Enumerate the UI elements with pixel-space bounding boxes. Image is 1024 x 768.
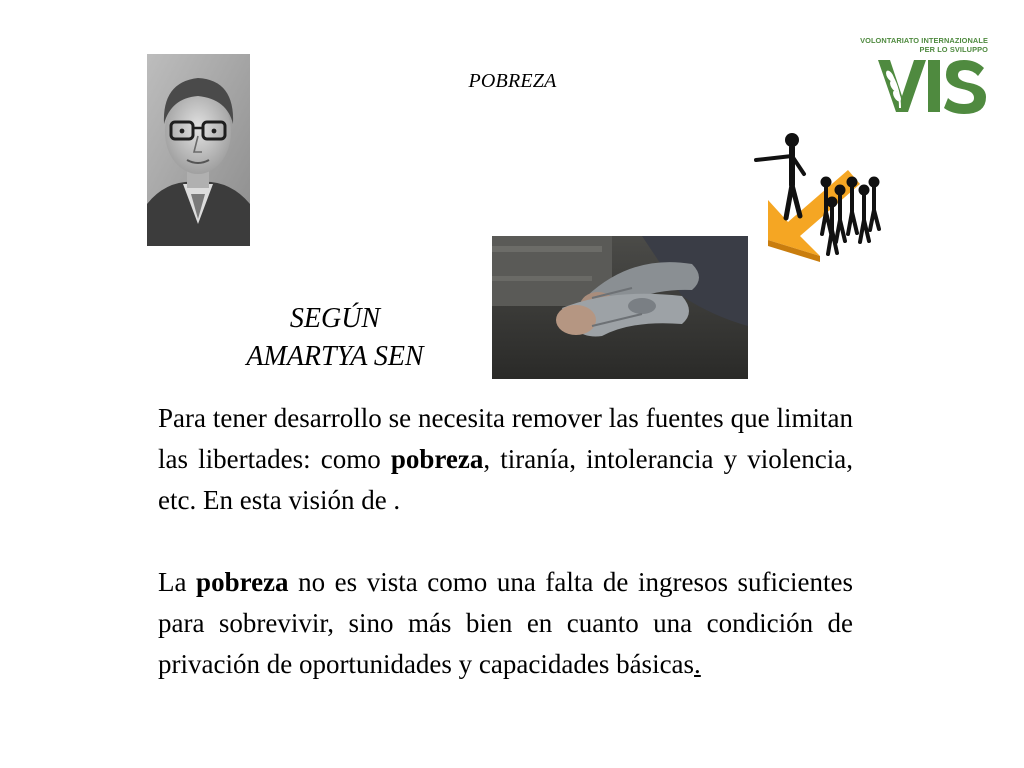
feet-photo xyxy=(492,236,748,379)
logo-line-2: PER LO SVILUPPO xyxy=(919,45,988,54)
paragraph-1-text-b: , tiranía, intolerancia y violencia, etc. En esta visión de . xyxy=(158,444,853,515)
paragraph-1-text-a: Para tener desarrollo se necesita remover las fuentes que limitan las libertades: como xyxy=(158,403,853,474)
leader-figure-icon xyxy=(748,130,888,265)
vis-logo xyxy=(860,34,992,118)
paragraph-1-bold: pobreza xyxy=(390,444,484,474)
subtitle xyxy=(205,300,465,376)
logo-line-1: VOLONTARIATO INTERNAZIONALE xyxy=(860,36,988,45)
vis-logo-mark xyxy=(876,56,988,116)
paragraph-2-end: . xyxy=(694,649,701,679)
paragraph-2-text-b: no es vista como una falta de ingresos suficientes para sobrevivir, sino más bien en cuanto una condición de privación de oportunidades y capacidades básicas xyxy=(158,567,853,679)
paragraph-2-text-a: La xyxy=(158,567,197,597)
subtitle-line-2: AMARTYA SEN xyxy=(246,341,424,372)
paragraph-1 xyxy=(158,398,853,521)
body-text xyxy=(158,398,853,685)
subtitle-line-1: SEGÚN xyxy=(289,303,381,334)
portrait-photo xyxy=(147,54,250,246)
paragraph-2-bold: pobreza xyxy=(196,567,289,597)
paragraph-2 xyxy=(158,562,853,685)
page-title: POBREZA xyxy=(468,70,557,92)
